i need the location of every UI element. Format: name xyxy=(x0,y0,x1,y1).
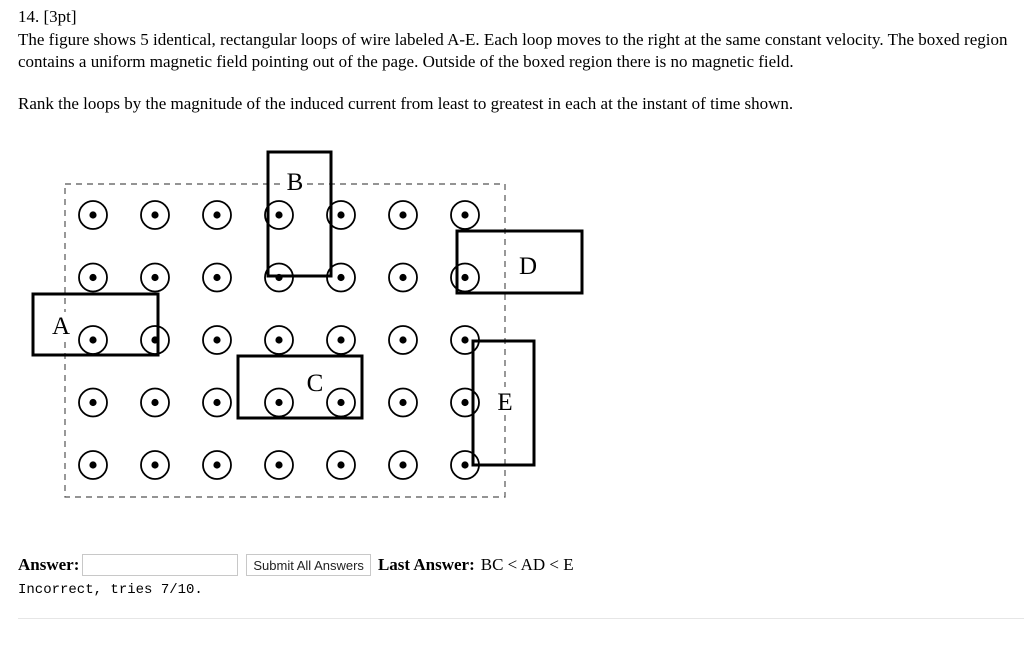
field-dot-icon xyxy=(265,389,293,417)
loop-label-a: A xyxy=(51,313,71,340)
field-dot-icon xyxy=(389,264,417,292)
field-dot-icon xyxy=(79,326,107,354)
question-number: 14. [3pt] xyxy=(18,7,77,26)
field-dot-icon xyxy=(141,389,169,417)
field-dot-icon xyxy=(389,201,417,229)
field-dot-icon xyxy=(389,326,417,354)
question-instruction: Rank the loops by the magnitude of the induced current from least to greatest in each at the instant of time shown. xyxy=(18,94,794,113)
field-dot-icon xyxy=(141,264,169,292)
last-answer-value: BC < AD < E xyxy=(480,555,574,574)
answer-input[interactable] xyxy=(82,554,238,576)
loop-label-c: C xyxy=(306,370,324,397)
field-dot-icon xyxy=(327,326,355,354)
field-dot-icon xyxy=(389,389,417,417)
loop-label-b: B xyxy=(286,169,304,196)
field-dot-icon xyxy=(203,326,231,354)
field-dot-icon xyxy=(327,389,355,417)
field-dot-icon xyxy=(79,201,107,229)
field-symbols xyxy=(79,201,479,479)
loop-label-e: E xyxy=(497,389,513,416)
answer-label: Answer: xyxy=(18,555,80,574)
question-text: The figure shows 5 identical, rectangular loops of wire labeled A-E. Each loop moves to the right at the same constant velocity. The boxed region contains a uniform magnetic field pointing out of the page. Outside of the boxed region there is no magnetic field. xyxy=(18,30,1008,71)
field-dot-icon xyxy=(141,451,169,479)
field-dot-icon xyxy=(79,389,107,417)
last-answer-label: Last Answer: xyxy=(377,555,475,574)
field-dot-icon xyxy=(203,264,231,292)
loop-label-d: D xyxy=(518,253,538,280)
field-dot-icon xyxy=(389,451,417,479)
field-dot-icon xyxy=(451,201,479,229)
field-dot-icon xyxy=(327,451,355,479)
attempt-status: Incorrect, tries 7/10. xyxy=(18,582,203,598)
submit-all-answers-button[interactable]: Submit All Answers xyxy=(246,554,371,576)
field-dot-icon xyxy=(451,389,479,417)
loops-figure xyxy=(0,140,620,510)
field-dot-icon xyxy=(451,264,479,292)
field-dot-icon xyxy=(265,326,293,354)
field-dot-icon xyxy=(203,451,231,479)
field-dot-icon xyxy=(203,201,231,229)
field-dot-icon xyxy=(141,201,169,229)
field-dot-icon xyxy=(265,451,293,479)
divider xyxy=(18,618,1024,619)
field-dot-icon xyxy=(203,389,231,417)
field-dot-icon xyxy=(141,326,169,354)
field-dot-icon xyxy=(79,451,107,479)
field-dot-icon xyxy=(79,264,107,292)
